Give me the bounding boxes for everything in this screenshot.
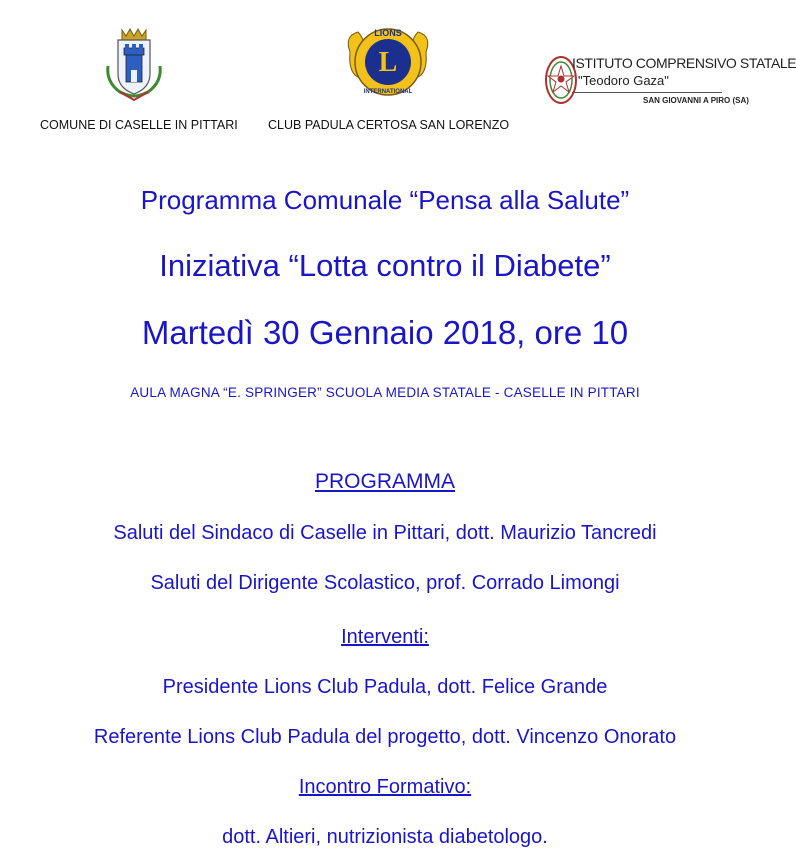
comune-label: COMUNE DI CASELLE IN PITTARI — [40, 118, 238, 132]
lions-emblem-text: LIONS — [374, 28, 402, 38]
event-venue: AULA MAGNA “E. SPRINGER” SCUOLA MEDIA STATALE - CASELLE IN PITTARI — [130, 385, 640, 400]
intervento-referente: Referente Lions Club Padula del progetto, dott. Vincenzo Onorato — [93, 726, 677, 748]
header — [0, 0, 796, 140]
saluti-sindaco: Saluti del Sindaco di Caselle in Pittari, dott. Maurizio Tancredi — [113, 522, 657, 544]
incontro-relatore: dott. Altieri, nutrizionista diabetologo. — [222, 826, 548, 848]
intervento-presidente: Presidente Lions Club Padula, dott. Felice Grande — [162, 676, 608, 698]
incontro-heading: Incontro Formativo: — [298, 776, 472, 798]
school-location: SAN GIOVANNI A PIRO (SA) — [643, 96, 749, 105]
saluti-dirigente: Saluti del Dirigente Scolastico, prof. Corrado Limongi — [150, 572, 620, 594]
svg-text:L: L — [378, 47, 398, 78]
interventi-heading: Interventi: — [341, 626, 429, 648]
comune-coat-of-arms-icon — [102, 26, 166, 102]
program-title: Programma Comunale “Pensa alla Salute” — [140, 185, 630, 215]
school-name-line2: "Teodoro Gaza" — [578, 73, 669, 88]
event-date-time: Martedì 30 Gennaio 2018, ore 10 — [141, 314, 629, 351]
school-name-line1: ISTITUTO COMPRENSIVO STATALE — [572, 55, 796, 71]
lions-club-emblem-icon — [342, 22, 434, 104]
initiative-title: Iniziativa “Lotta contro il Diabete” — [159, 248, 611, 283]
lions-club-label: CLUB PADULA CERTOSA SAN LORENZO — [268, 118, 510, 132]
programma-heading: PROGRAMMA — [314, 470, 455, 493]
lions-emblem-subtext: INTERNATIONAL — [363, 89, 413, 95]
school-divider — [572, 92, 722, 93]
